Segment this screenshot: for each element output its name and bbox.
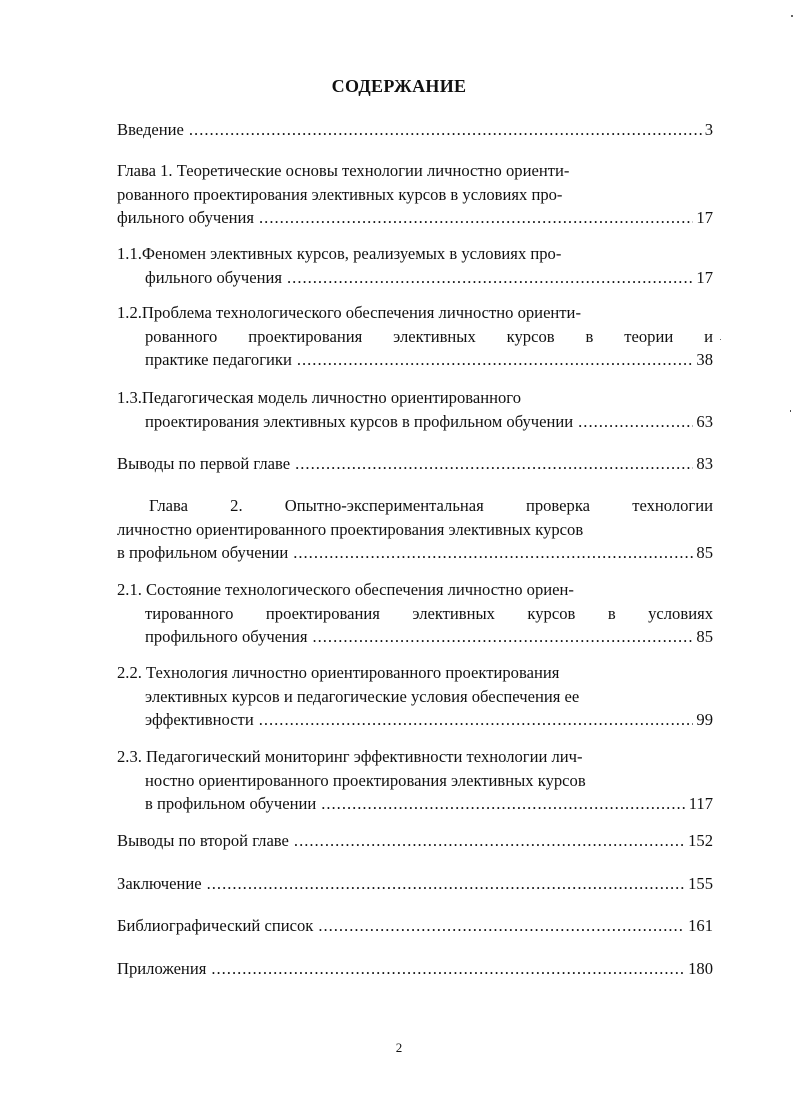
scan-speck — [790, 410, 791, 412]
toc-page-number: 117 — [688, 794, 713, 813]
toc-page-number: 85 — [696, 627, 713, 646]
toc-entry-section-1-2 — [117, 301, 713, 372]
toc-entry-line: элективных курсов и педагогические условия обеспечения ее — [145, 686, 580, 706]
toc-entry-conclusions-chapter-1 — [117, 452, 713, 476]
toc-entry-line: 2.1. Состояние технологического обеспечения личностно ориен- — [117, 580, 574, 599]
toc-page-number: 17 — [696, 208, 713, 227]
toc-page-number: 63 — [696, 411, 713, 431]
toc-entry-title: фильного обучения — [145, 267, 283, 287]
toc-page-number: 17 — [696, 267, 713, 287]
toc-entry-section-2-2 — [117, 661, 713, 732]
dot-leader — [321, 792, 686, 816]
toc-entry-title: Выводы по первой главе — [117, 454, 291, 473]
toc-entry-section-1-3 — [117, 386, 713, 433]
scan-speck — [720, 339, 721, 340]
toc-page-number: 155 — [688, 874, 713, 893]
dot-leader — [211, 957, 685, 981]
toc-entry-introduction — [117, 118, 713, 142]
dot-leader — [294, 829, 685, 853]
dot-leader — [297, 348, 694, 372]
toc-entry-section-1-1 — [117, 242, 713, 289]
toc-entry-title: эффективности — [145, 710, 254, 729]
toc-entry-chapter-2 — [117, 494, 713, 565]
toc-entry-line: 1.3.Педагогическая модель личностно ориентированного — [117, 388, 521, 407]
toc-page-number: 99 — [696, 710, 713, 729]
toc-entry-title: Заключение — [117, 874, 202, 893]
toc-entry-bibliography — [117, 914, 713, 938]
toc-entry-line: Глава 1. Теоретические основы технологии личностно ориенти- — [117, 161, 570, 180]
dot-leader — [578, 410, 693, 434]
toc-page-number: 180 — [688, 959, 713, 978]
toc-entry-line: 1.2.Проблема технологического обеспечения личностно ориенти- — [117, 303, 581, 322]
toc-page-number: 152 — [688, 831, 713, 850]
toc-entry-line: 2.2. Технология личностно ориентированного проектирования — [117, 663, 560, 682]
toc-entry-section-2-3 — [117, 745, 713, 816]
dot-leader — [287, 266, 693, 290]
dot-leader — [295, 452, 693, 476]
dot-leader — [207, 872, 685, 896]
toc-entry-title: в профильном обучении — [117, 543, 289, 562]
toc-entry-appendices — [117, 957, 713, 981]
scan-speck — [791, 15, 793, 17]
toc-entry-title: Выводы по второй главе — [117, 831, 289, 850]
dot-leader — [318, 914, 685, 938]
toc-entry-line: рованного проектирования элективных курсов в теории и — [145, 326, 713, 346]
toc-entry-title: Библиографический список — [117, 916, 314, 935]
toc-entry-title: в профильном обучении — [145, 794, 317, 813]
toc-entry-line: тированного проектирования элективных курсов в условиях — [145, 603, 713, 623]
toc-page-number: 3 — [704, 120, 713, 139]
dot-leader — [259, 206, 693, 230]
toc-page-number: 83 — [696, 454, 713, 473]
toc-entry-title: Приложения — [117, 959, 207, 978]
dot-leader — [189, 118, 702, 142]
toc-page-number: 38 — [696, 350, 713, 369]
toc-entry-title: фильного обучения — [117, 208, 255, 227]
page-title: СОДЕРЖАНИЕ — [331, 76, 467, 96]
toc-entry-line: 2.3. Педагогический мониторинг эффективности технологии лич- — [117, 747, 583, 766]
toc-entry-title: Введение — [117, 120, 184, 139]
toc-entry-line: личностно ориентированного проектирования элективных курсов — [117, 519, 584, 539]
dot-leader — [259, 708, 694, 732]
toc-entry-line: ностно ориентированного проектирования элективных курсов — [145, 770, 586, 790]
toc-entry-section-2-1 — [117, 578, 713, 649]
toc-entry-title: профильного обучения — [145, 627, 308, 646]
toc-page-number: 161 — [688, 916, 713, 935]
toc-entry-line: 1.1.Феномен элективных курсов, реализуемых в условиях про- — [117, 244, 562, 263]
dot-leader — [293, 541, 693, 565]
page-number: 2 — [395, 1040, 403, 1055]
toc-entry-conclusions-chapter-2 — [117, 829, 713, 853]
toc-entry-title: практике педагогики — [145, 350, 292, 369]
toc-entry-title: проектирования элективных курсов в профильном обучении — [145, 411, 574, 431]
toc-entry-line: рованного проектирования элективных курсов в условиях про- — [117, 184, 563, 204]
toc-entry-chapter-1 — [117, 159, 713, 230]
dot-leader — [312, 625, 693, 649]
toc-entry-line: Глава 2. Опытно-экспериментальная проверка технологии — [149, 496, 713, 515]
toc-page-number: 85 — [696, 543, 713, 562]
toc-entry-conclusion — [117, 872, 713, 896]
